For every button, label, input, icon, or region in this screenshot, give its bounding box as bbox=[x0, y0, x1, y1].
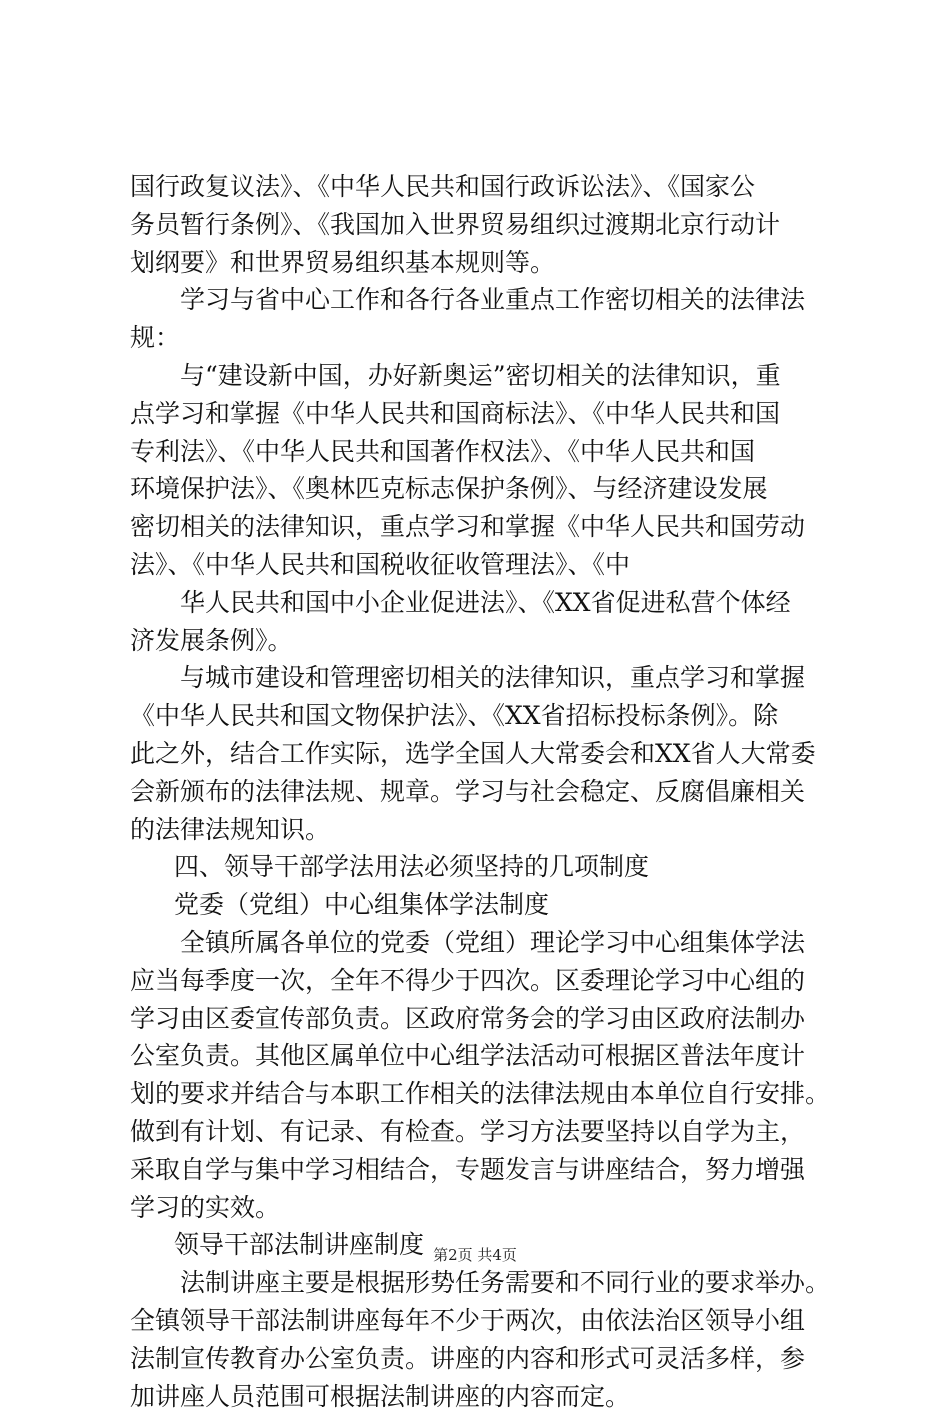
text-line: 全镇领导干部法制讲座每年不少于两次，由依法治区领导小组 bbox=[130, 1302, 835, 1340]
page-number-footer: 第2页 共4页 bbox=[0, 1245, 950, 1265]
text-line: 法制宣传教育办公室负责。讲座的内容和形式可灵活多样，参 bbox=[130, 1340, 835, 1378]
text-line: 《中华人民共和国文物保护法》、《XX省招标投标条例》。除 bbox=[130, 697, 835, 735]
text-line: 做到有计划、有记录、有检查。学习方法要坚持以自学为主， bbox=[130, 1113, 835, 1151]
text-line: 点学习和掌握《中华人民共和国商标法》、《中华人民共和国 bbox=[130, 395, 835, 433]
text-line: 专利法》、《中华人民共和国著作权法》、《中华人民共和国 bbox=[130, 433, 835, 471]
section-heading: 四、领导干部学法用法必须坚持的几项制度 bbox=[130, 848, 835, 886]
paragraph-start: 与“建设新中国，办好新奥运”密切相关的法律知识，重 bbox=[130, 357, 835, 395]
paragraph-start: 与城市建设和管理密切相关的法律知识，重点学习和掌握 bbox=[130, 659, 835, 697]
text-line: 法》、《中华人民共和国税收征收管理法》、《中 bbox=[130, 546, 835, 584]
text-line: 划的要求并结合与本职工作相关的法律法规由本单位自行安排。 bbox=[130, 1075, 835, 1113]
text-line: 加讲座人员范围可根据法制讲座的内容而定。 bbox=[130, 1378, 835, 1415]
text-line: 密切相关的法律知识，重点学习和掌握《中华人民共和国劳动 bbox=[130, 508, 835, 546]
subsection-heading: 领导干部法制讲座制度 bbox=[130, 1226, 835, 1264]
text-line: 学习的实效。 bbox=[130, 1189, 835, 1227]
text-line: 的法律法规知识。 bbox=[130, 811, 835, 849]
document-body bbox=[130, 168, 835, 1415]
text-line: 务员暂行条例》、《我国加入世界贸易组织过渡期北京行动计 bbox=[130, 206, 835, 244]
text-line: 此之外，结合工作实际，选学全国人大常委会和XX省人大常委 bbox=[130, 735, 835, 773]
text-line: 公室负责。其他区属单位中心组学法活动可根据区普法年度计 bbox=[130, 1037, 835, 1075]
text-line: 环境保护法》、《奥林匹克标志保护条例》、与经济建设发展 bbox=[130, 470, 835, 508]
paragraph-start: 学习与省中心工作和各行各业重点工作密切相关的法律法 bbox=[130, 281, 835, 319]
text-line: 划纲要》和世界贸易组织基本规则等。 bbox=[130, 244, 835, 282]
text-line: 国行政复议法》、《中华人民共和国行政诉讼法》、《国家公 bbox=[130, 168, 835, 206]
subsection-heading: 党委（党组）中心组集体学法制度 bbox=[130, 886, 835, 924]
text-line: 应当每季度一次，全年不得少于四次。区委理论学习中心组的 bbox=[130, 962, 835, 1000]
text-line: 规： bbox=[130, 319, 835, 357]
text-line: 学习由区委宣传部负责。区政府常务会的学习由区政府法制办 bbox=[130, 1000, 835, 1038]
text-line: 采取自学与集中学习相结合，专题发言与讲座结合，努力增强 bbox=[130, 1151, 835, 1189]
paragraph-start: 全镇所属各单位的党委（党组）理论学习中心组集体学法 bbox=[130, 924, 835, 962]
paragraph-start: 法制讲座主要是根据形势任务需要和不同行业的要求举办。 bbox=[130, 1264, 835, 1302]
text-line: 会新颁布的法律法规、规章。学习与社会稳定、反腐倡廉相关 bbox=[130, 773, 835, 811]
text-line: 济发展条例》。 bbox=[130, 622, 835, 660]
paragraph-start: 华人民共和国中小企业促进法》、《XX省促进私营个体经 bbox=[130, 584, 835, 622]
